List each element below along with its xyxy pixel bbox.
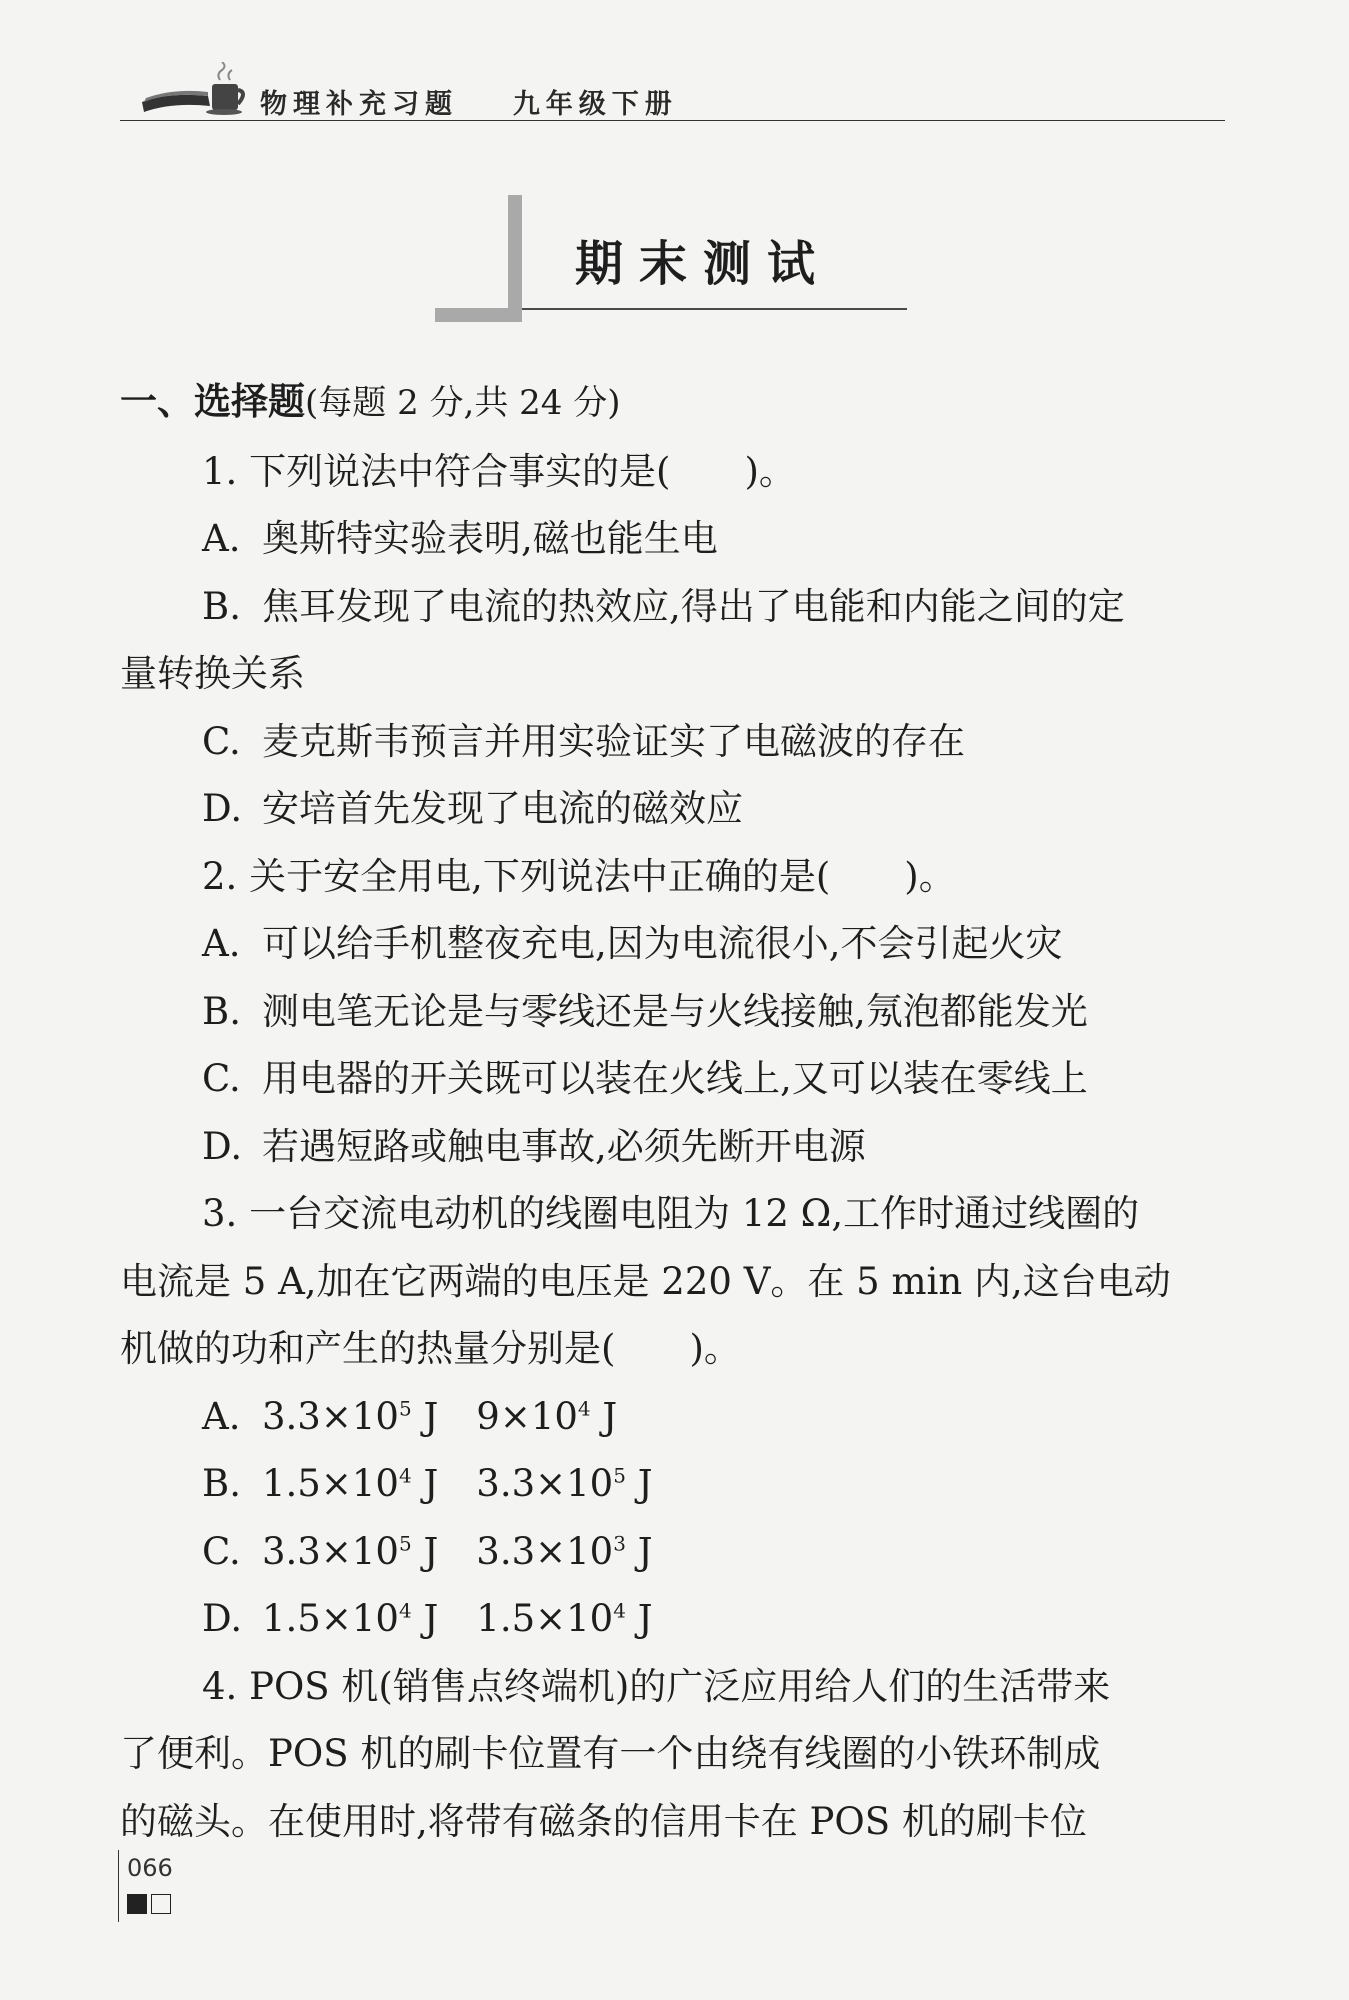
page-number: 066 [127, 1854, 173, 1882]
chapter-title: 期末测试 [575, 236, 832, 292]
question-3-stem-line-3: 机做的功和产生的热量分别是( )。 [120, 1327, 741, 1370]
question-4-stem-line-3: 的磁头。在使用时,将带有磁条的信用卡在 POS 机的刷卡位 [120, 1799, 1087, 1843]
question-4-stem-line-2: 了便利。POS 机的刷卡位置有一个由绕有线圈的小铁环制成 [120, 1732, 1101, 1775]
question-3-stem-line-2: 电流是 5 A,加在它两端的电压是 220 V。在 5 min 内,这台电动 [120, 1259, 1171, 1303]
question-2-stem: 2. 关于安全用电,下列说法中正确的是( )。 [202, 854, 956, 898]
title-decoration-horizontal [435, 308, 522, 322]
question-1-option-c: C. 麦克斯韦预言并用实验证实了电磁波的存在 [202, 719, 965, 763]
question-1-stem: 1. 下列说法中符合事实的是( )。 [202, 449, 796, 493]
title-decoration-vertical [508, 195, 522, 315]
footer-rule [118, 1850, 119, 1922]
header-rule [120, 120, 1225, 121]
question-2-option-b: B. 测电笔无论是与零线还是与火线接触,氖泡都能发光 [202, 989, 1088, 1033]
question-3-stem: 3. 一台交流电动机的线圈电阻为 12 Ω,工作时通过线圈的 [202, 1192, 1140, 1235]
running-header-text [260, 82, 678, 121]
section-scoring-note: (每题 2 分,共 24 分) [305, 383, 621, 423]
question-1-option-b-continued: 量转换关系 [120, 652, 305, 695]
empty-square-icon [151, 1894, 171, 1914]
page-footer [118, 1850, 318, 1930]
book-and-cup-icon [138, 62, 258, 118]
grade-label: 九年级下册 [512, 89, 678, 120]
section-heading [120, 368, 1230, 438]
question-3-option-c: C. $3.3\times 10^5$ J $3.3\times 10^3$ J [202, 1529, 653, 1573]
book-title: 物理补充习题 [260, 89, 458, 120]
question-1-option-b: B. 焦耳发现了电流的热效应,得出了电能和内能之间的定 [202, 584, 1125, 628]
question-4-stem: 4. POS 机(销售点终端机)的广泛应用给人们的生活带来 [202, 1664, 1111, 1708]
section-title: 一、选择题 [120, 380, 305, 423]
filled-square-icon [127, 1894, 147, 1914]
question-1-option-a: A. 奥斯特实验表明,磁也能生电 [202, 517, 718, 560]
question-2-option-c: C. 用电器的开关既可以装在火线上,又可以装在零线上 [202, 1057, 1088, 1100]
running-header [120, 62, 1225, 122]
title-underline [522, 308, 907, 310]
question-1-option-d: D. 安培首先发现了电流的磁效应 [202, 787, 743, 830]
question-2-option-a: A. 可以给手机整夜充电,因为电流很小,不会引起火灾 [202, 922, 1063, 965]
chapter-title-block [435, 195, 910, 325]
question-3-option-b: B. $1.5\times 10^4$ J $3.3\times 10^5$ J [202, 1462, 653, 1505]
question-3-option-a: A. $3.3\times 10^5$ J $9\times 10^4$ J [202, 1394, 618, 1438]
question-2-option-d: D. 若遇短路或触电事故,必须先断开电源 [202, 1124, 866, 1168]
page-body [120, 368, 1230, 1855]
question-3-option-d: D. $1.5\times 10^4$ J $1.5\times 10^4$ J [202, 1597, 653, 1640]
